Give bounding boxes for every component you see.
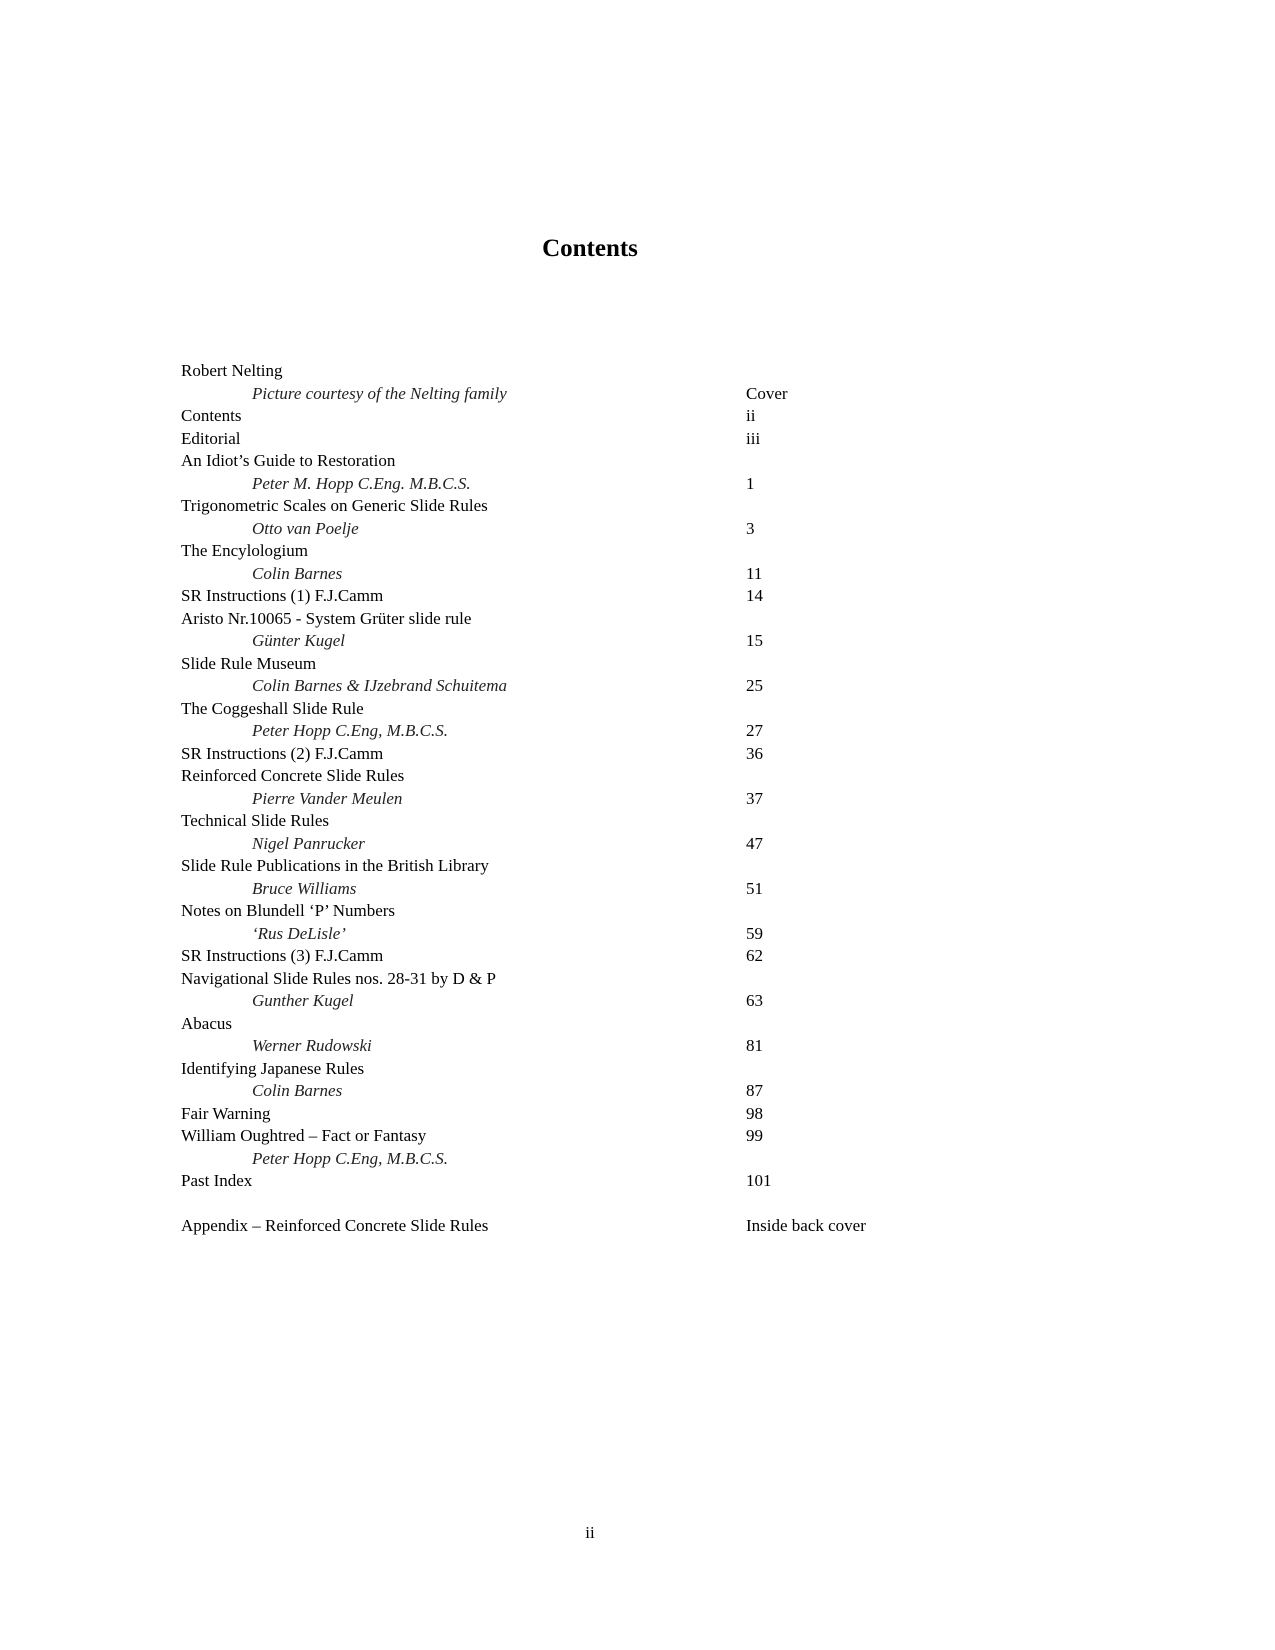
toc-entry-title: Slide Rule Museum: [181, 653, 317, 673]
toc-author-row: [181, 473, 931, 496]
toc-entry-title: SR Instructions (2) F.J.Camm: [181, 743, 384, 763]
toc-page-ref: 11: [746, 563, 763, 583]
toc-entry-title: Slide Rule Publications in the British Library: [181, 856, 489, 875]
toc-entry-title: Fair Warning: [181, 1103, 271, 1123]
toc-page-ref: 51: [746, 878, 763, 898]
toc-page-ref: Cover: [746, 383, 788, 403]
toc-page-ref: 15: [746, 631, 763, 650]
toc-author: Colin Barnes: [252, 1081, 343, 1100]
toc-page-ref: 47: [746, 833, 763, 853]
toc-entry-row: [181, 810, 931, 833]
toc-entry-title: Aristo Nr.10065 - System Grüter slide rule: [181, 608, 472, 628]
toc-page-ref: 14: [746, 586, 763, 605]
toc-author: Gunther Kugel: [252, 991, 354, 1010]
toc-entry-row: [181, 945, 931, 968]
toc-entry-title: Technical Slide Rules: [181, 811, 329, 830]
toc-entry-row: [181, 653, 931, 676]
toc-author: Pierre Vander Meulen: [252, 788, 403, 808]
page-number: ii: [585, 1523, 595, 1542]
toc-entry-title: Robert Nelting: [181, 361, 283, 380]
toc-entry-row: [181, 1058, 931, 1081]
toc-author: ‘Rus DeLisle’: [252, 923, 346, 943]
toc-author-row: [181, 788, 931, 811]
toc-entry-title: Abacus: [181, 1013, 232, 1033]
toc-page-ref: 27: [746, 721, 763, 740]
toc-entry-row: [181, 1103, 931, 1126]
toc-page-ref: 63: [746, 991, 763, 1010]
toc-entry-row: [181, 428, 931, 451]
toc-spacer: [181, 1193, 931, 1216]
toc-page-ref: 37: [746, 788, 763, 808]
toc-author-row: [181, 675, 931, 698]
toc-author-row: [181, 518, 931, 541]
toc-author: Colin Barnes & IJzebrand Schuitema: [252, 676, 507, 695]
toc-entry-title: Reinforced Concrete Slide Rules: [181, 766, 405, 785]
toc-entry-title: Navigational Slide Rules nos. 28-31 by D & P: [181, 968, 496, 988]
toc-author-row: [181, 1035, 931, 1058]
toc-entry-title: Trigonometric Scales on Generic Slide Rules: [181, 496, 488, 515]
toc-page-ref: ii: [746, 406, 756, 425]
toc-author: Bruce Williams: [252, 878, 357, 898]
toc-author-row: [181, 563, 931, 586]
toc-page-ref: Inside back cover: [746, 1216, 866, 1235]
table-of-contents: [181, 360, 931, 1238]
toc-author: Peter Hopp C.Eng, M.B.C.S.: [252, 721, 448, 740]
toc-page-ref: 87: [746, 1081, 763, 1100]
toc-author: Nigel Panrucker: [252, 833, 365, 853]
toc-author: Peter Hopp C.Eng, M.B.C.S.: [252, 1148, 448, 1168]
toc-author: Günter Kugel: [252, 631, 346, 650]
toc-entry-title: SR Instructions (1) F.J.Camm: [181, 586, 384, 605]
toc-page-ref: 3: [746, 518, 755, 538]
toc-page-ref: 1: [746, 473, 755, 493]
toc-author-row: [181, 1080, 931, 1103]
toc-author-row: [181, 878, 931, 901]
toc-author-row: [181, 833, 931, 856]
toc-entry-row: [181, 900, 931, 923]
toc-author: Colin Barnes: [252, 563, 343, 583]
toc-author-row: [181, 990, 931, 1013]
toc-entry-title: Contents: [181, 406, 242, 425]
toc-entry-row: [181, 585, 931, 608]
toc-page-ref: 101: [746, 1171, 772, 1190]
toc-page-ref: 59: [746, 923, 763, 943]
toc-entry-title: Identifying Japanese Rules: [181, 1058, 365, 1078]
toc-entry-row: [181, 698, 931, 721]
toc-entry-row: [181, 968, 931, 991]
toc-entry-row: [181, 608, 931, 631]
toc-author: Peter M. Hopp C.Eng. M.B.C.S.: [252, 473, 471, 493]
toc-entry-row: [181, 495, 931, 518]
toc-entry-row: [181, 765, 931, 788]
toc-entry-row: [181, 1013, 931, 1036]
toc-entry-title: William Oughtred – Fact or Fantasy: [181, 1126, 427, 1145]
toc-page-ref: 99: [746, 1126, 763, 1145]
toc-author: Otto van Poelje: [252, 518, 359, 538]
toc-page-ref: iii: [746, 428, 761, 448]
toc-page-ref: 25: [746, 676, 763, 695]
toc-entry-title: SR Instructions (3) F.J.Camm: [181, 946, 384, 965]
toc-entry-row: [181, 450, 931, 473]
toc-author-row: [181, 923, 931, 946]
toc-author: Werner Rudowski: [252, 1036, 372, 1055]
page-title: Contents: [542, 235, 638, 262]
toc-entry-title: Appendix – Reinforced Concrete Slide Rules: [181, 1216, 489, 1235]
toc-entry-title: Past Index: [181, 1171, 253, 1190]
toc-page-ref: 62: [746, 946, 763, 965]
toc-author-row: [181, 383, 931, 406]
toc-entry-row: [181, 360, 931, 383]
toc-author: Picture courtesy of the Nelting family: [252, 383, 507, 403]
toc-author-row: [181, 720, 931, 743]
toc-entry-row: [181, 743, 931, 766]
toc-entry-row: [181, 1125, 931, 1148]
toc-entry-title: Notes on Blundell ‘P’ Numbers: [181, 901, 396, 920]
toc-entry-title: An Idiot’s Guide to Restoration: [181, 451, 396, 470]
toc-entry-row: [181, 540, 931, 563]
toc-entry-row: [181, 855, 931, 878]
toc-page-ref: 36: [746, 743, 763, 763]
toc-author-row: [181, 1148, 931, 1171]
toc-entry-title: The Encylologium: [181, 541, 309, 560]
toc-page-ref: 81: [746, 1036, 763, 1055]
toc-author-row: [181, 630, 931, 653]
toc-page-ref: 98: [746, 1103, 763, 1123]
toc-entry-row: [181, 405, 931, 428]
toc-entry-row: [181, 1215, 931, 1238]
toc-entry-title: Editorial: [181, 428, 241, 448]
toc-entry-row: [181, 1170, 931, 1193]
toc-entry-title: The Coggeshall Slide Rule: [181, 698, 364, 718]
